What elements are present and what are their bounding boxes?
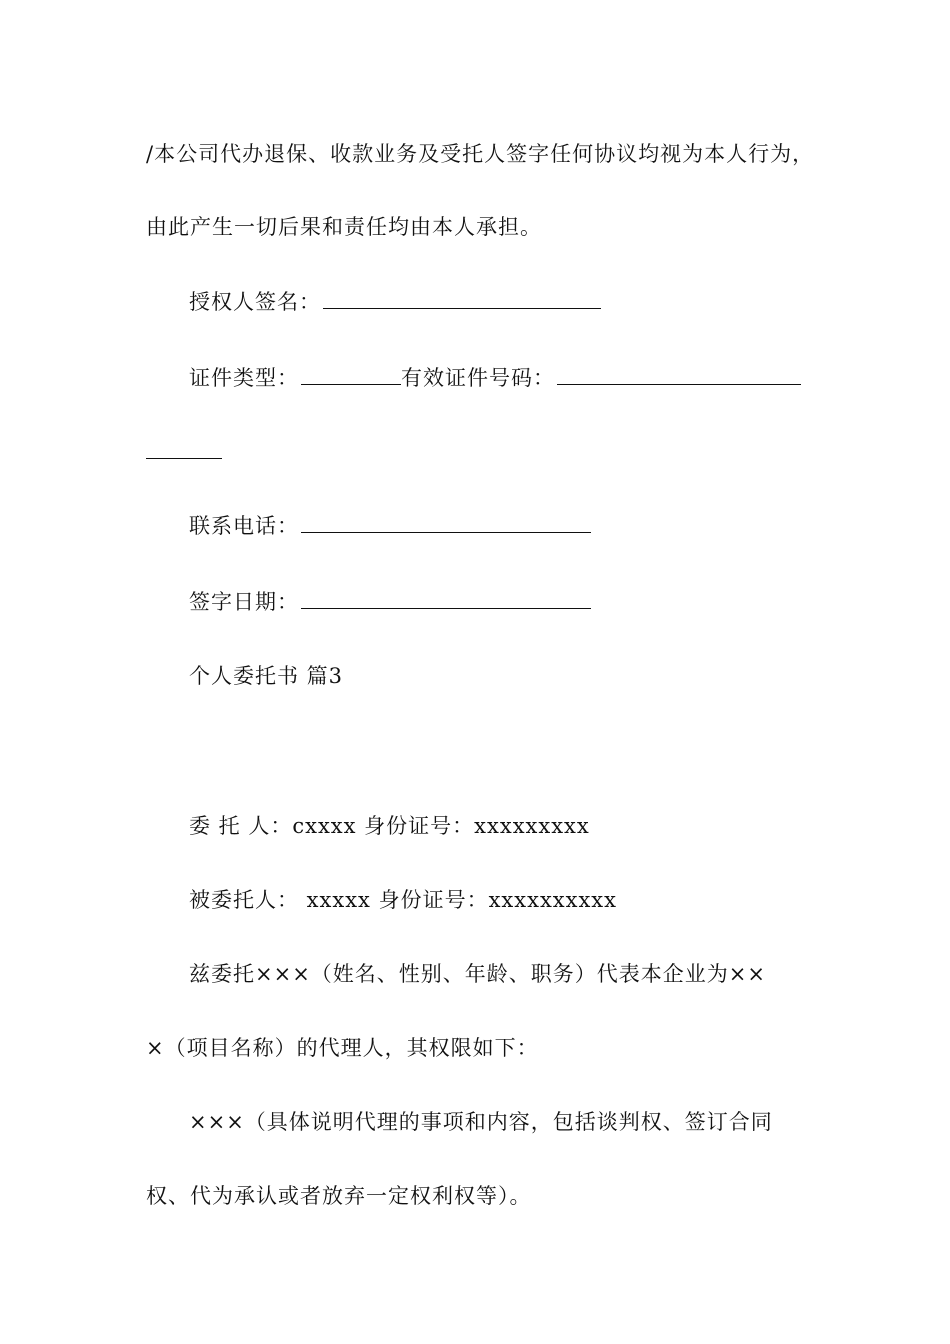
phone-blank[interactable] [301,512,591,533]
paragraph-line: ×××（具体说明代理的事项和内容，包括谈判权、签订合同 [189,1110,773,1134]
phone-row [189,512,591,540]
sign-date-row [189,588,591,616]
agent-line: 被委托人： xxxxx 身份证号：xxxxxxxxxx [189,888,617,912]
signer-blank[interactable] [323,288,601,309]
signer-label: 授权人签名： [189,290,321,314]
id-number-blank-continued-row [146,438,222,466]
id-number-label: 有效证件号码： [401,366,555,390]
paragraph-line: 兹委托×××（姓名、性别、年龄、职务）代表本企业为×× [189,962,766,986]
section-title: 个人委托书 篇3 [189,664,344,688]
sign-date-label: 签字日期： [189,590,299,614]
paragraph-line: ×（项目名称）的代理人，其权限如下： [146,1036,539,1060]
paragraph-line: 权、代为承认或者放弃一定权利权等）。 [146,1184,532,1208]
principal-line: 委 托 人：cxxxx 身份证号：xxxxxxxxx [189,814,590,838]
id-type-label: 证件类型： [189,366,299,390]
id-number-blank-continued[interactable] [146,438,222,459]
id-row [189,364,801,392]
sign-date-blank[interactable] [301,588,591,609]
phone-label: 联系电话： [189,514,299,538]
signer-row [189,288,601,316]
id-type-blank[interactable] [301,364,401,385]
paragraph-line: /本公司代办退保、收款业务及受托人签字任何协议均视为本人行为， [146,142,815,166]
paragraph-line: 由此产生一切后果和责任均由本人承担。 [146,215,542,239]
id-number-blank[interactable] [557,364,801,385]
